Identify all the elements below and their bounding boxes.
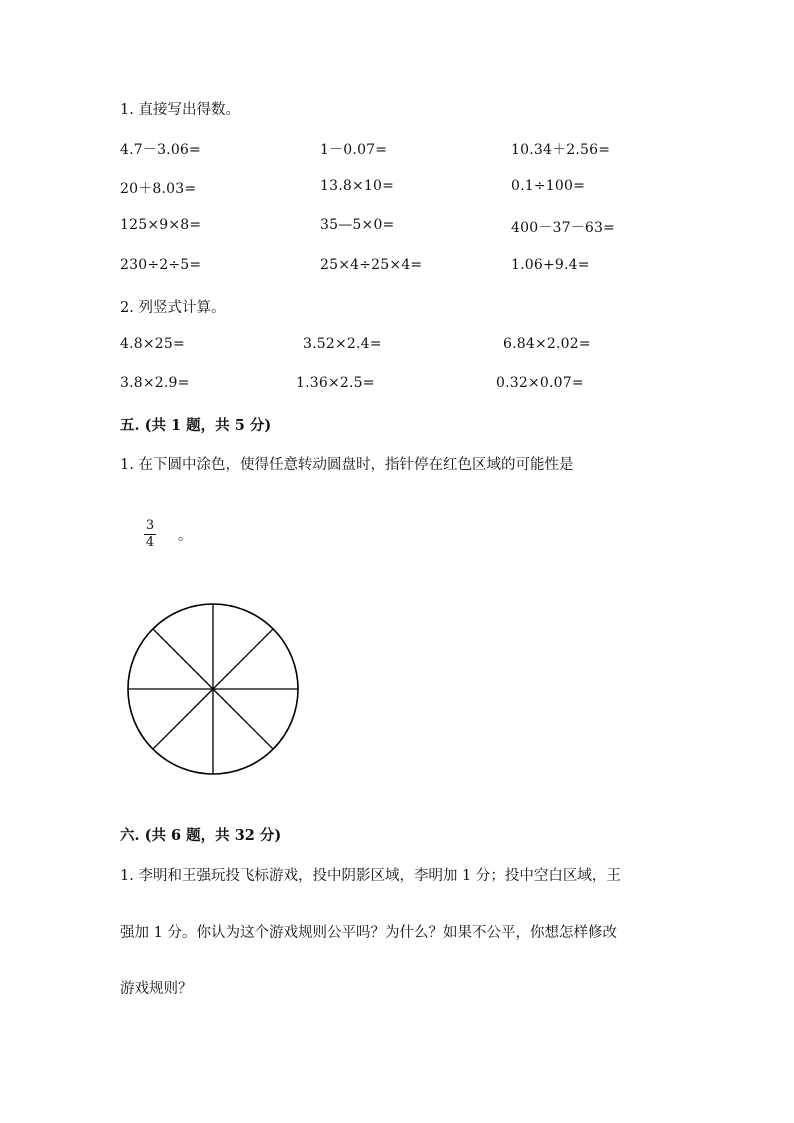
q1-expr: 10.34＋2.56=: [511, 142, 611, 158]
q1-expr: 230÷2÷5=: [120, 257, 202, 273]
q1-expr: 400－37－63=: [511, 220, 616, 236]
q1-expr: 125×9×8=: [120, 217, 202, 233]
section6-line: 强加 1 分。你认为这个游戏规则公平吗？为什么？如果不公平，你想怎样修改: [120, 925, 617, 941]
q2-expr: 3.52×2.4=: [303, 336, 382, 352]
section5-heading: 五. (共 1 题，共 5 分): [120, 417, 272, 434]
q1-expr: 4.7－3.06=: [120, 142, 201, 158]
section6-line: 游戏规则？: [120, 981, 193, 997]
q1-expr: 35—5×0=: [320, 217, 395, 233]
fraction-numerator: 3: [145, 518, 155, 533]
section5-question: 1. 在下圆中涂色，使得任意转动圆盘时，指针停在红色区域的可能性是: [120, 457, 574, 473]
fraction-denominator: 4: [145, 535, 155, 550]
fraction: [143, 518, 157, 551]
q1-expr: 13.8×10=: [320, 178, 395, 194]
q2-title: 2. 列竖式计算。: [120, 300, 226, 316]
q1-expr: 20＋8.03=: [120, 181, 197, 197]
q2-expr: 0.32×0.07=: [496, 375, 584, 391]
spinner-wheel[interactable]: [120, 596, 306, 782]
q2-expr: 3.8×2.9=: [120, 375, 190, 391]
q1-expr: 0.1÷100=: [511, 178, 586, 194]
fraction-suffix: 。: [178, 528, 193, 544]
q1-expr: 1.06+9.4=: [511, 257, 590, 273]
q2-expr: 6.84×2.02=: [503, 336, 591, 352]
wheel-spokes: [128, 604, 298, 774]
q2-expr: 4.8×25=: [120, 336, 185, 352]
section6-line: 1. 李明和王强玩投飞标游戏，投中阴影区域，李明加 1 分；投中空白区域，王: [120, 868, 621, 884]
q1-title: 1. 直接写出得数。: [120, 102, 240, 118]
q1-expr: 1－0.07=: [320, 142, 388, 158]
q2-expr: 1.36×2.5=: [296, 375, 375, 391]
section6-heading: 六. (共 6 题，共 32 分): [120, 827, 282, 844]
q1-expr: 25×4÷25×4=: [320, 257, 423, 273]
